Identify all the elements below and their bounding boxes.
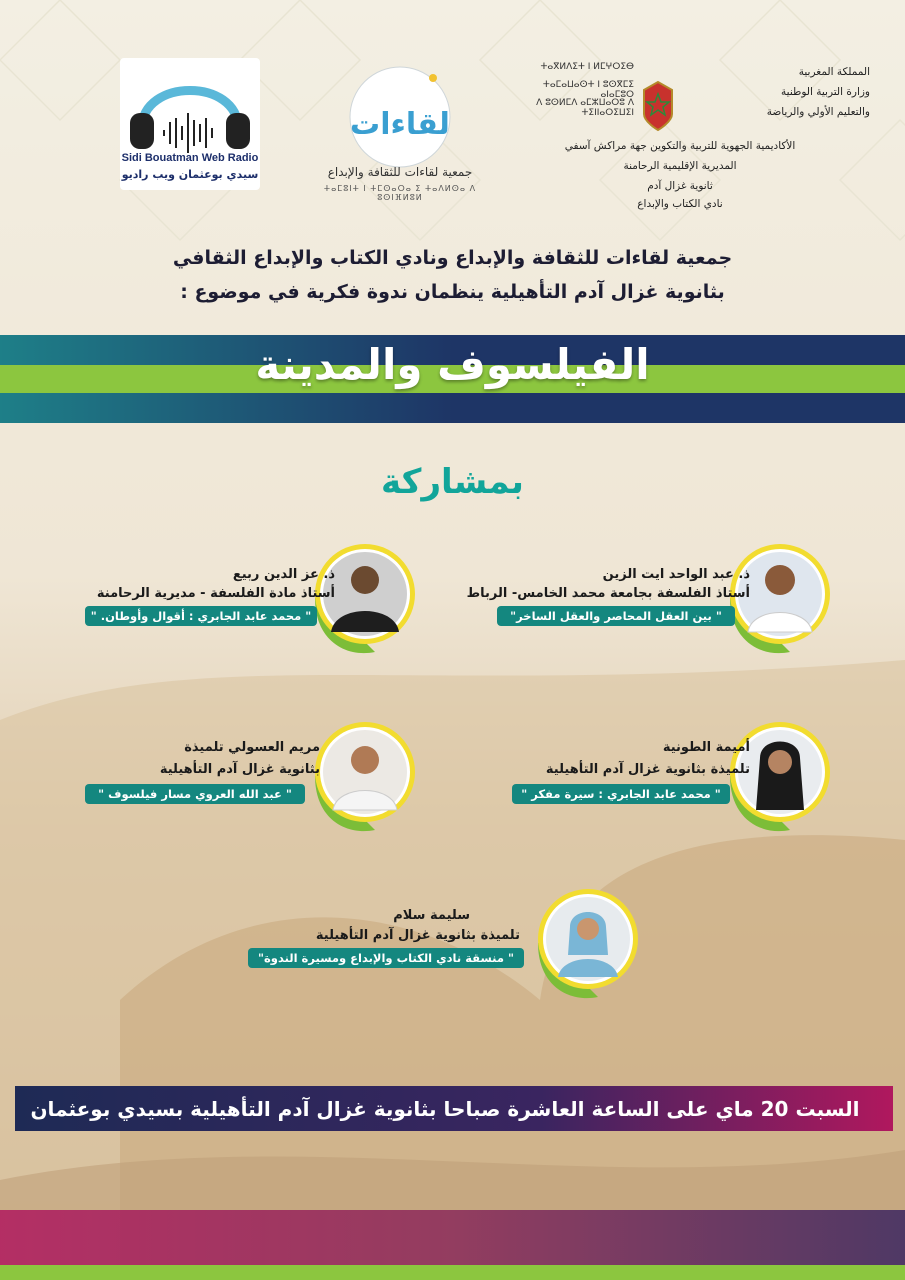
participation-heading: بمشاركة <box>381 462 524 502</box>
speaker-5-name: سليمة سلام <box>393 908 470 923</box>
association-name-tifinagh: ⵜⴰⵎⵓⵏⵜ ⵏ ⵜⵎⵙⴰⵔⴰ ⵉ ⵜⴰⴷⵍⵙⴰ ⴷ ⵓⵙⵏⴼⵍⵓⵍ <box>323 184 477 202</box>
ministry-line-2: وزارة التربية الوطنية <box>781 86 870 98</box>
seminar-title: الفيلسوف والمدينة <box>255 340 650 389</box>
headphones-icon <box>120 58 260 153</box>
speaker-3-frame <box>720 718 836 838</box>
association-logo <box>345 62 455 172</box>
ministry-tifinagh-3: ⴷ ⵓⵙⵍⵎⴷ ⴰⵎⵣⵡⴰⵔⵓ ⴷ ⵜⵉⵏⵏⴰⵔⵉⵡⵉⵏ <box>536 98 634 118</box>
association-logo-text: لقاءات <box>350 107 450 142</box>
speaker-1-topic: " بين العقل المحاصر والعقل الساخر" <box>497 606 735 626</box>
radio-name-ar: سيدي بوعثمان ويب راديو <box>121 168 259 181</box>
ministry-line-5: المديرية الإقليمية الرحامنة <box>623 160 737 172</box>
speaker-2-topic: " محمد عابد الجابري : أقوال وأوطان. " <box>85 606 317 626</box>
speaker-1-role: أستاذ الفلسفة بجامعة محمد الخامس- الرباط <box>466 586 750 601</box>
ministry-tifinagh-1: ⵜⴰⴳⵍⴷⵉⵜ ⵏ ⵍⵎⵖⵔⵉⴱ <box>540 62 634 72</box>
ministry-line-3: والتعليم الأولي والرياضة <box>766 106 870 118</box>
speaker-4-frame <box>305 718 421 838</box>
speaker-3-role: تلميذة بثانوية غزال آدم التأهيلية <box>545 762 750 777</box>
speaker-3-name: أميمة الطونية <box>662 740 750 755</box>
ministry-line-6: ثانوية غزال آدم <box>647 180 713 192</box>
radio-name: Sidi Bouatman Web Radio <box>121 152 259 164</box>
intro-line-2: بثانوية غزال آدم التأهيلية ينظمان ندوة فكرية في موضوع : <box>180 281 725 303</box>
association-name: جمعية لقاءات للثقافة والإبداع <box>327 165 473 179</box>
ministry-line-4: الأكاديمية الجهوية للتربية والتكوين جهة مراكش آسفي <box>564 140 796 152</box>
event-date-location: السبت 20 ماي على الساعة العاشرة صباحا بثانوية غزال آدم التأهيلية بسيدي بوعثمان <box>30 1097 860 1121</box>
speaker-5-frame <box>528 885 644 1005</box>
intro-line-1: جمعية لقاءات للثقافة والإبداع ونادي الكتاب والإبداع الثقافي <box>172 247 733 269</box>
ministry-line-7: نادي الكتاب والإبداع <box>637 198 723 210</box>
moroccan-emblem-icon <box>636 80 680 132</box>
speaker-2-role: أستاذ مادة الفلسفة - مديرية الرحامنة <box>96 586 335 601</box>
speaker-4-topic: " عبد الله العروي مسار فيلسوف " <box>85 784 305 804</box>
speaker-3-topic: " محمد عابد الجابري : سيرة مفكر " <box>512 784 730 804</box>
speaker-4-name: مريم العسولي تلميذة <box>184 740 320 755</box>
speaker-4-role: بثانوية غزال آدم التأهيلية <box>159 762 320 777</box>
speaker-5-topic: " منسقة نادي الكتاب والإبداع ومسيرة الندوة" <box>248 948 524 968</box>
ministry-tifinagh-2: ⵜⴰⵎⴰⵡⴰⵙⵜ ⵏ ⵓⵙⴳⵎⵉ ⴰⵏⴰⵎⵓⵔ <box>542 80 634 100</box>
speaker-5-role: تلميذة بثانوية غزال آدم التأهيلية <box>315 928 520 943</box>
ministry-line-1: المملكة المغربية <box>798 66 870 78</box>
speaker-2-name: ذ. عز الدين ربيع <box>232 567 335 582</box>
speaker-1-name: ذ. عبد الواحد ايت الزين <box>602 567 750 582</box>
